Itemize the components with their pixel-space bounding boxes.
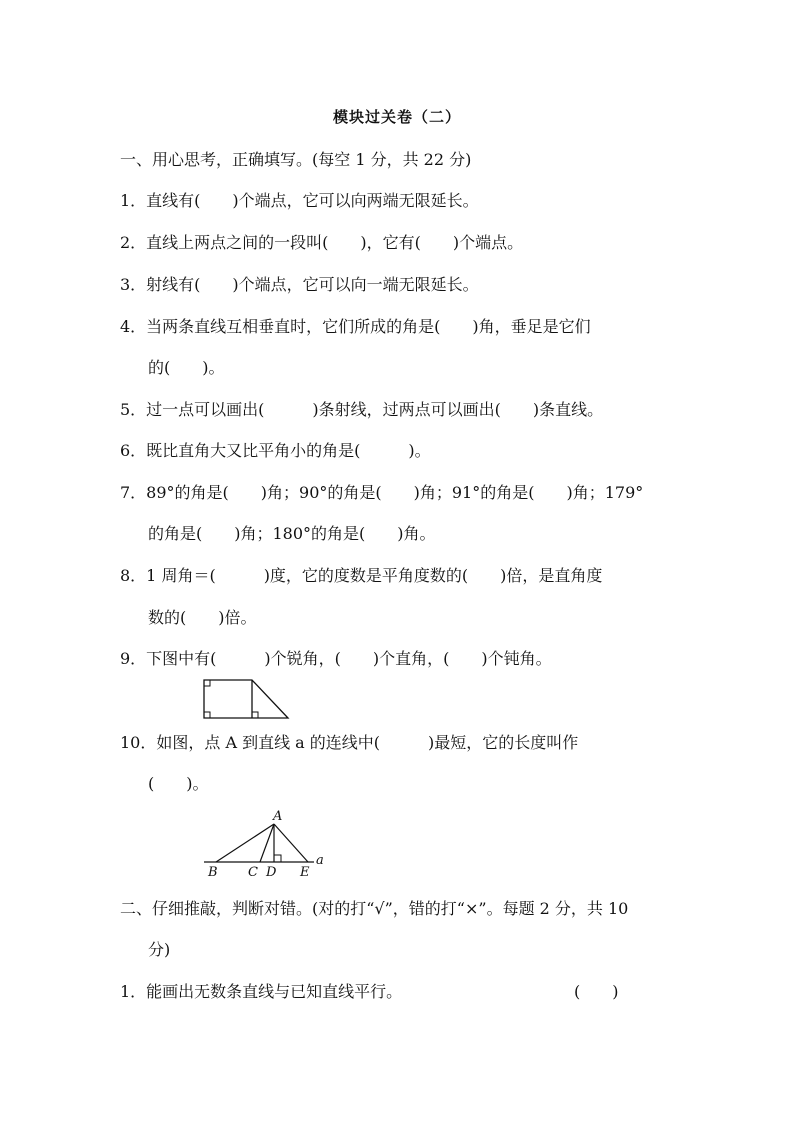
section-2-heading-line-1: 二、仔细推敲，判断对错。(对的打“√”，错的打“×”。每题 2 分，共 10 — [120, 899, 629, 918]
section-2-heading-line-2: 分) — [148, 940, 171, 959]
question-10-line-1: 10．如图，点 A 到直线 a 的连线中( )最短，它的长度叫作 — [120, 733, 579, 752]
judgement-1-answer-blank[interactable]: ( ) — [574, 982, 619, 1001]
question-10-line-2: ( )。 — [148, 774, 209, 793]
question-6: 6．既比直角大又比平角小的角是( )。 — [120, 441, 431, 460]
question-1: 1．直线有( )个端点，它可以向两端无限延长。 — [120, 191, 479, 210]
question-7-line-1: 7．89°的角是( )角；90°的角是( )角；91°的角是( )角；179° — [120, 483, 644, 502]
question-7-line-2: 的角是( )角；180°的角是( )角。 — [148, 524, 436, 543]
section-1-heading: 一、用心思考，正确填写。(每空 1 分，共 22 分) — [120, 150, 472, 169]
question-2: 2．直线上两点之间的一段叫( )，它有( )个端点。 — [120, 233, 524, 252]
question-8-line-1: 8．1 周角＝( )度，它的度数是平角度数的( )倍，是直角度 — [120, 566, 603, 585]
label-C: C — [248, 865, 258, 880]
question-5: 5．过一点可以画出( )条射线，过两点可以画出( )条直线。 — [120, 400, 604, 419]
segment-AC — [260, 824, 274, 862]
right-angle-mark-bottom-left — [204, 712, 210, 718]
question-9: 9．下图中有( )个锐角，( )个直角，( )个钝角。 — [120, 649, 552, 668]
question-4-line-1: 4．当两条直线互相垂直时，它们所成的角是( )角，垂足是它们 — [120, 317, 591, 336]
trapezoid-shape — [204, 680, 288, 718]
right-angle-mark-top-left — [204, 680, 210, 686]
segment-AE — [274, 824, 308, 862]
question-10-figure — [196, 806, 336, 880]
right-angle-mark-D — [274, 855, 281, 862]
judgement-1: 1．能画出无数条直线与已知直线平行。 — [120, 982, 403, 1001]
label-E: E — [300, 865, 310, 880]
question-4-line-2: 的( )。 — [148, 358, 225, 377]
question-8-line-2: 数的( )倍。 — [148, 608, 257, 627]
segment-AB — [216, 824, 274, 862]
label-D: D — [266, 865, 277, 880]
question-3: 3．射线有( )个端点，它可以向一端无限延长。 — [120, 275, 479, 294]
right-angle-mark-bottom-right — [252, 712, 258, 718]
label-A: A — [273, 809, 283, 824]
label-a: a — [316, 853, 324, 868]
page-title: 模块过关卷（二） — [332, 108, 461, 126]
question-9-figure — [200, 676, 296, 722]
label-B: B — [208, 865, 218, 880]
